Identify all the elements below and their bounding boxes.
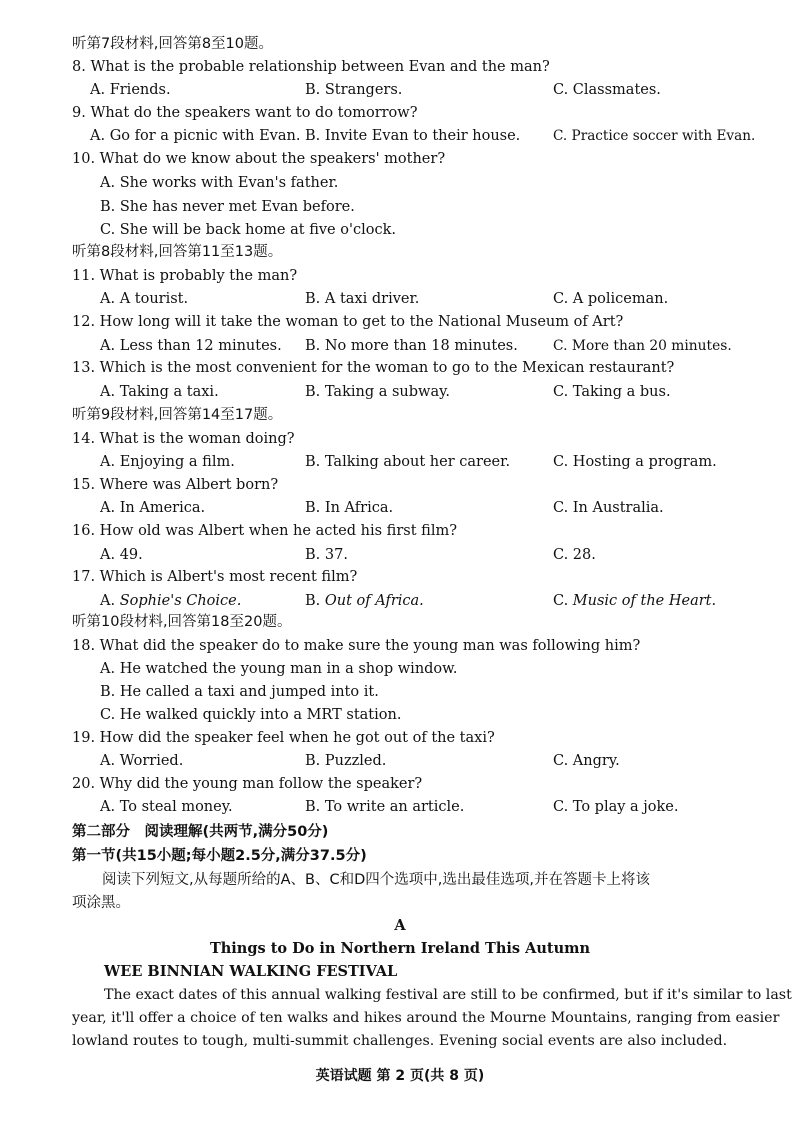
reading-instruction-line-2: 项涂黑。 bbox=[72, 895, 130, 911]
question-18-stem: 18. What did the speaker do to make sure the young man was following him? bbox=[72, 638, 641, 654]
question-12-option-b: B. No more than 18 minutes. bbox=[305, 338, 518, 354]
section-header-9: 听第9段材料,回答第14至17题。 bbox=[72, 407, 283, 423]
film-title: Sophie's Choice. bbox=[119, 593, 242, 609]
question-8-stem: 8. What is the probable relationship between Evan and the man? bbox=[72, 59, 550, 75]
section-one-heading: 第一节(共15小题;每小题2.5分,满分37.5分) bbox=[72, 848, 367, 864]
passage-line-1: The exact dates of this annual walking festival are still to be confirmed, but if it's similar to last bbox=[104, 987, 792, 1003]
question-10-option-a: A. She works with Evan's father. bbox=[100, 175, 339, 191]
question-19-option-c: C. Angry. bbox=[553, 753, 620, 769]
question-16-option-b: B. 37. bbox=[305, 547, 348, 563]
question-18-option-b: B. He called a taxi and jumped into it. bbox=[100, 684, 379, 700]
passage-line-3: lowland routes to tough, multi-summit challenges. Evening social events are also included. bbox=[72, 1033, 728, 1049]
passage-title: Things to Do in Northern Ireland This Autumn bbox=[209, 940, 591, 957]
option-letter: A. bbox=[100, 593, 120, 609]
question-15-option-c: C. In Australia. bbox=[553, 500, 664, 516]
question-15-option-a: A. In America. bbox=[100, 500, 206, 516]
question-9-option-b: B. Invite Evan to their house. bbox=[305, 128, 521, 144]
question-19-option-b: B. Puzzled. bbox=[305, 753, 387, 769]
question-13-option-a: A. Taking a taxi. bbox=[100, 384, 219, 400]
question-15-option-b: B. In Africa. bbox=[305, 500, 394, 516]
question-14-stem: 14. What is the woman doing? bbox=[72, 431, 295, 447]
question-17-option-a bbox=[100, 591, 241, 611]
question-17-option-c bbox=[553, 591, 716, 611]
question-12-option-a: A. Less than 12 minutes. bbox=[100, 338, 282, 354]
question-11-option-b: B. A taxi driver. bbox=[305, 291, 420, 307]
question-9-stem: 9. What do the speakers want to do tomorrow? bbox=[72, 105, 418, 121]
question-13-option-c: C. Taking a bus. bbox=[553, 384, 671, 400]
question-9-option-c: C. Practice soccer with Evan. bbox=[553, 128, 756, 144]
question-20-option-c: C. To play a joke. bbox=[553, 799, 679, 815]
question-10-option-c: C. She will be back home at five o'clock. bbox=[100, 222, 396, 238]
question-14-option-b: B. Talking about her career. bbox=[305, 454, 511, 470]
question-11-stem: 11. What is probably the man? bbox=[72, 268, 298, 284]
question-14-option-a: A. Enjoying a film. bbox=[100, 454, 235, 470]
question-16-option-a: A. 49. bbox=[100, 547, 143, 563]
part-two-heading: 第二部分 阅读理解(共两节,满分50分) bbox=[72, 824, 329, 840]
question-8-option-b: B. Strangers. bbox=[305, 82, 403, 98]
question-8-option-c: C. Classmates. bbox=[553, 82, 661, 98]
question-13-stem: 13. Which is the most convenient for the woman to go to the Mexican restaurant? bbox=[72, 360, 675, 376]
page-footer: 英语试题 第 2 页(共 8 页) bbox=[315, 1068, 485, 1084]
film-title: Music of the Heart. bbox=[572, 593, 717, 609]
option-letter: C. bbox=[553, 593, 573, 609]
question-11-option-a: A. A tourist. bbox=[100, 291, 189, 307]
question-8-option-a: A. Friends. bbox=[90, 82, 171, 98]
section-header-7: 听第7段材料,回答第8至10题。 bbox=[72, 36, 274, 52]
question-11-option-c: C. A policeman. bbox=[553, 291, 669, 307]
question-20-option-a: A. To steal money. bbox=[100, 799, 233, 815]
question-18-option-c: C. He walked quickly into a MRT station. bbox=[100, 707, 402, 723]
passage-letter: A bbox=[394, 917, 406, 934]
question-10-option-b: B. She has never met Evan before. bbox=[100, 199, 355, 215]
question-9-option-a: A. Go for a picnic with Evan. bbox=[90, 128, 301, 144]
question-16-stem: 16. How old was Albert when he acted his first film? bbox=[72, 523, 457, 539]
question-13-option-b: B. Taking a subway. bbox=[305, 384, 450, 400]
passage-line-2: year, it'll offer a choice of ten walks and hikes around the Mourne Mountains, ranging from easier bbox=[72, 1010, 780, 1026]
reading-instruction-line-1: 阅读下列短文,从每题所给的A、B、C和D四个选项中,选出最佳选项,并在答题卡上将该 bbox=[102, 872, 650, 888]
question-19-stem: 19. How did the speaker feel when he got out of the taxi? bbox=[72, 730, 495, 746]
question-18-option-a: A. He watched the young man in a shop window. bbox=[100, 661, 458, 677]
question-20-stem: 20. Why did the young man follow the speaker? bbox=[72, 776, 423, 792]
question-17-option-b bbox=[305, 591, 424, 611]
question-14-option-c: C. Hosting a program. bbox=[553, 454, 717, 470]
question-15-stem: 15. Where was Albert born? bbox=[72, 477, 279, 493]
question-10-stem: 10. What do we know about the speakers' mother? bbox=[72, 151, 446, 167]
film-title: Out of Africa. bbox=[324, 593, 424, 609]
question-20-option-b: B. To write an article. bbox=[305, 799, 465, 815]
section-header-8: 听第8段材料,回答第11至13题。 bbox=[72, 244, 283, 260]
passage-subtitle: WEE BINNIAN WALKING FESTIVAL bbox=[104, 963, 398, 980]
option-letter: B. bbox=[305, 593, 325, 609]
question-12-stem: 12. How long will it take the woman to get to the National Museum of Art? bbox=[72, 314, 624, 330]
section-header-10: 听第10段材料,回答第18至20题。 bbox=[72, 614, 292, 630]
question-16-option-c: C. 28. bbox=[553, 547, 596, 563]
question-12-option-c: C. More than 20 minutes. bbox=[553, 338, 732, 354]
question-19-option-a: A. Worried. bbox=[100, 753, 184, 769]
question-17-stem: 17. Which is Albert's most recent film? bbox=[72, 569, 358, 585]
